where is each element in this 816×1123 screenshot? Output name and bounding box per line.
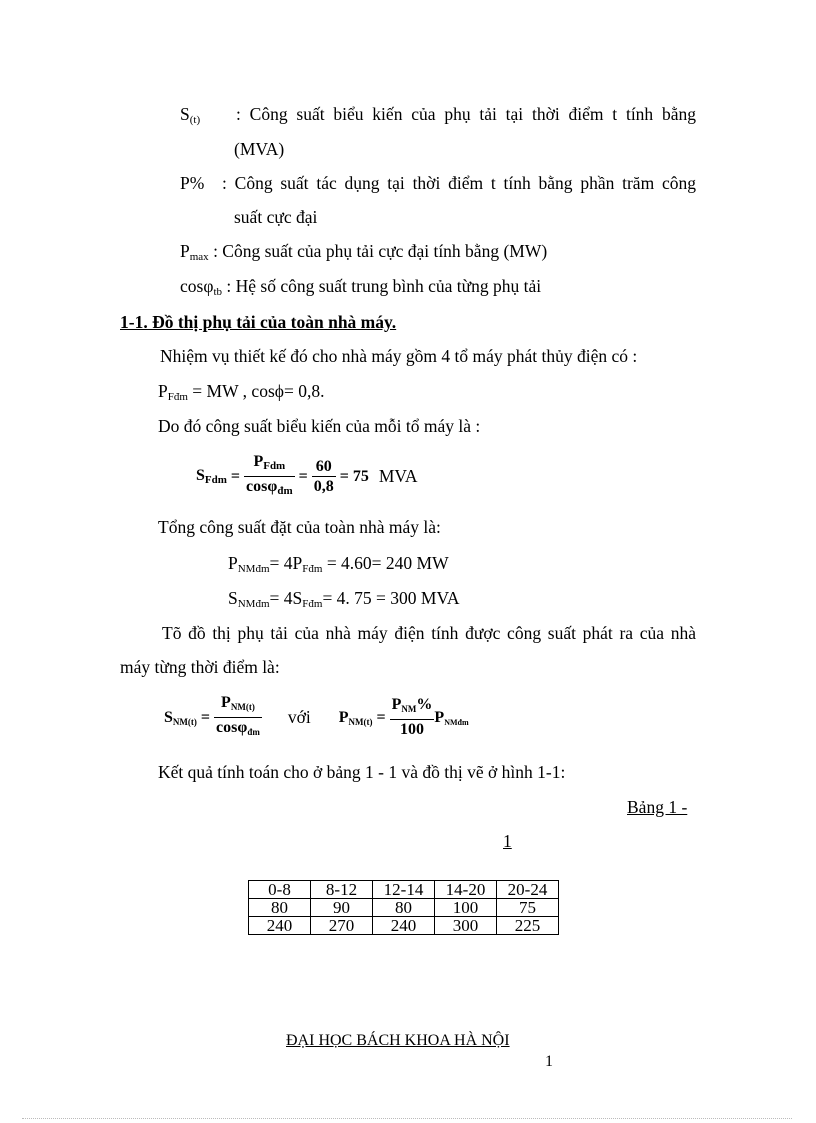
def-s-text: : Công suất biểu kiến của phụ tải tại thời điểm t tính bằng: [236, 104, 696, 124]
table-cell: 80: [373, 899, 435, 917]
table-cell: 90: [311, 899, 373, 917]
def-s-symbol: $S_{(t)}$: [180, 104, 201, 126]
table-cell: 80: [249, 899, 311, 917]
table-cell: 300: [435, 917, 497, 935]
def-s-text-cont: (MVA): [234, 139, 285, 159]
power-factor-line: $P_{Fđm}$ = MW , cosϕ= 0,8.: [158, 381, 325, 403]
table-cell: 75: [497, 899, 559, 917]
total-power-intro: Tổng công suất đặt của toàn nhà máy là:: [158, 517, 441, 537]
def-pmax: $P_{max}$ : Công suất của phụ tải cực đại tính bằng (MW): [180, 241, 548, 263]
table-row: [249, 917, 559, 935]
table-cell: 14-20: [435, 881, 497, 899]
def-p-percent-symbol: P%: [180, 173, 205, 193]
table-row: [249, 899, 559, 917]
table-caption: Bảng 1 -: [627, 797, 688, 817]
load-table: [248, 880, 559, 935]
fraction-60-over-08: $\frac{60}{0,8}$: [313, 457, 334, 495]
page-number: 1: [545, 1053, 553, 1070]
equation-load: $S_{NM(t)}$ = $\frac{P_{NM(t)}}{\cos\varphi_{đm}}$ với $P_{NM(t)}$ = $\frac{P_{NM}\%}{100}$ $P_{NMđm}$: [164, 694, 469, 738]
paragraph-line-1: Tõ đồ thị phụ tải của nhà máy điện tính được công suất phát ra của nhà: [162, 623, 696, 643]
section-heading: 1-1. Đồ thị phụ tải của toàn nhà máy.: [120, 312, 397, 332]
table-cell: 8-12: [311, 881, 373, 899]
intro-paragraph: Nhiệm vụ thiết kế đó cho nhà máy gồm 4 tổ máy phát thủy điện có :: [160, 346, 638, 366]
fraction-p-over-cos: $\frac{P_{Fdm}}{\cos\varphi_{đm}}$: [246, 453, 293, 497]
table-row: [249, 881, 559, 899]
paragraph-line-2: máy từng thời điểm là:: [120, 657, 280, 677]
def-p-percent-text: : Công suất tác dụng tại thời điểm t tính bằng phần trăm công: [222, 173, 696, 193]
equation-apparent-power: $S_{Fdm}$ = $\frac{P_{Fdm}}{\cos\varphi_{đm}}$ = $\frac{60}{0,8}$ = 75 MVA: [196, 452, 417, 501]
table-cell: 20-24: [497, 881, 559, 899]
footer-divider: [22, 1118, 792, 1119]
def-cosphi: cosφ$_{tb}$ : Hệ số công suất trung bình của từng phụ tải: [180, 276, 542, 298]
table-cell: 270: [311, 917, 373, 935]
table-cell: 12-14: [373, 881, 435, 899]
result-line: Kết quả tính toán cho ở bảng 1 - 1 và đồ thị vẽ ở hình 1-1:: [158, 762, 566, 782]
table-caption-number: 1: [503, 831, 512, 851]
total-active-power: $P_{NMđm}= 4P_{Fđm} = 4.60= 240$ MW: [228, 553, 449, 575]
table-cell: 100: [435, 899, 497, 917]
footer-university: ĐẠI HỌC BÁCH KHOA HÀ NỘI: [286, 1032, 510, 1049]
table-cell: 225: [497, 917, 559, 935]
apparent-power-intro: Do đó công suất biểu kiến của mỗi tổ máy là :: [158, 416, 481, 436]
table-cell: 0-8: [249, 881, 311, 899]
table-cell: 240: [249, 917, 311, 935]
total-apparent-power: $S_{NMđm}= 4S_{Fđm}= 4$. 75 = 300 MVA: [228, 588, 460, 610]
table-cell: 240: [373, 917, 435, 935]
def-p-percent-text-cont: suất cực đại: [234, 207, 318, 227]
